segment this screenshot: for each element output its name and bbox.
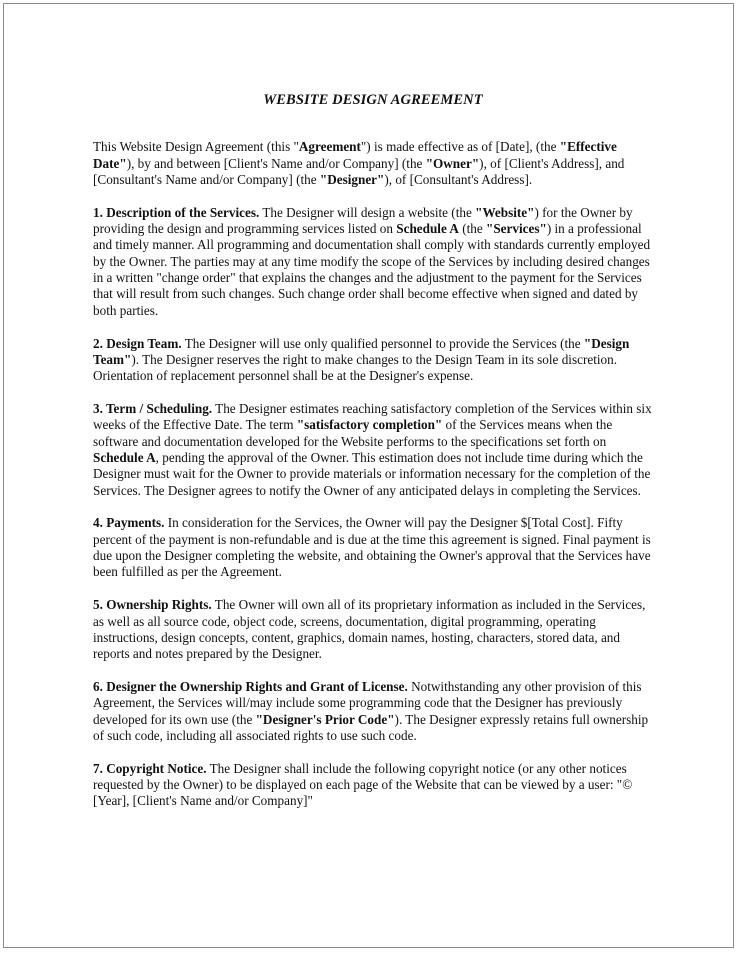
document-title: WEBSITE DESIGN AGREEMENT xyxy=(263,92,483,108)
section-heading: 5. Ownership Rights. xyxy=(93,597,212,613)
section-ownership-rights: 5. Ownership Rights. The Owner will own all of its proprietary information as included in the Services, as well as all source code, object code, screens, documentation, digital programming, operating instructions, design concepts, content, graphics, domain names, hosting, characters, stored data, and reports and notes prepared by the Designer. xyxy=(93,597,646,662)
intro-paragraph: This Website Design Agreement (this "Agreement") is made effective as of [Date], (the "Effective Date"), by and between [Client's Name and/or Company] (the "Owner"), of [Client's Address], and [Consultant's Name and/or Company] (the "Designer"), of [Consultant's Address]. xyxy=(93,139,625,188)
section-heading: 6. Designer the Ownership Rights and Grant of License. xyxy=(93,678,408,694)
document-body xyxy=(93,92,653,826)
section-description-of-services: 1. Description of the Services. The Designer will design a website (the "Website") for the Owner by providing the design and programming services listed on Schedule A (the "Services") in a professional and timely manner. All programming and documentation shall comply with standards currently employed by the Owner. The parties may at any time modify the scope of the Services by including desired changes in a written "change order" that explains the changes and the adjustment to the payment for the Services that will result from such changes. Such change order shall become effective when signed and dated by both parties. xyxy=(93,204,651,318)
section-heading: 4. Payments. xyxy=(93,515,165,531)
section-designer-ownership-license: 6. Designer the Ownership Rights and Grant of License. Notwithstanding any other provision of this Agreement, the Services will/may include some programming code that the Designer has previously developed for its own use (the "Designer's Prior Code"). The Designer expressly retains full ownership of such code, including all associated rights to use such code. xyxy=(93,678,649,743)
section-heading: 3. Term / Scheduling. xyxy=(93,400,213,416)
section-design-team: 2. Design Team. The Designer will use only qualified personnel to provide the Services (the "Design Team"). The Designer reserves the right to make changes to the Design Team in its sole discretion. Orientation of replacement personnel shall be at the Designer's expense. xyxy=(93,335,630,384)
section-term-scheduling: 3. Term / Scheduling. The Designer estimates reaching satisfactory completion of the Services within six weeks of the Effective Date. The term "satisfactory completion" of the Services means when the software and documentation developed for the Website performs to the specifications set forth on Schedule A, pending the approval of the Owner. This estimation does not include time during which the Designer must wait for the Owner to provide materials or information necessary for the completion of the Services. The Designer agrees to notify the Owner of any anticipated delays in completing the Services. xyxy=(93,400,652,498)
document-page xyxy=(3,3,734,948)
section-heading: 7. Copyright Notice. xyxy=(93,760,207,776)
section-payments: 4. Payments. In consideration for the Services, the Owner will pay the Designer $[Total Cost]. Fifty percent of the payment is non-refundable and is due at the time this agreement is signed. Final payment is due upon the Designer completing the website, and obtaining the Owner's approval that the Services have been fulfilled as per the Agreement. xyxy=(93,515,651,580)
section-heading: 1. Description of the Services. xyxy=(93,204,260,220)
section-heading: 2. Design Team. xyxy=(93,335,182,351)
section-copyright-notice: 7. Copyright Notice. The Designer shall include the following copyright notice (or any other notices requested by the Owner) to be displayed on each page of the Website that can be viewed by a user: "© [Year], [Client's Name and/or Company]" xyxy=(93,760,633,809)
